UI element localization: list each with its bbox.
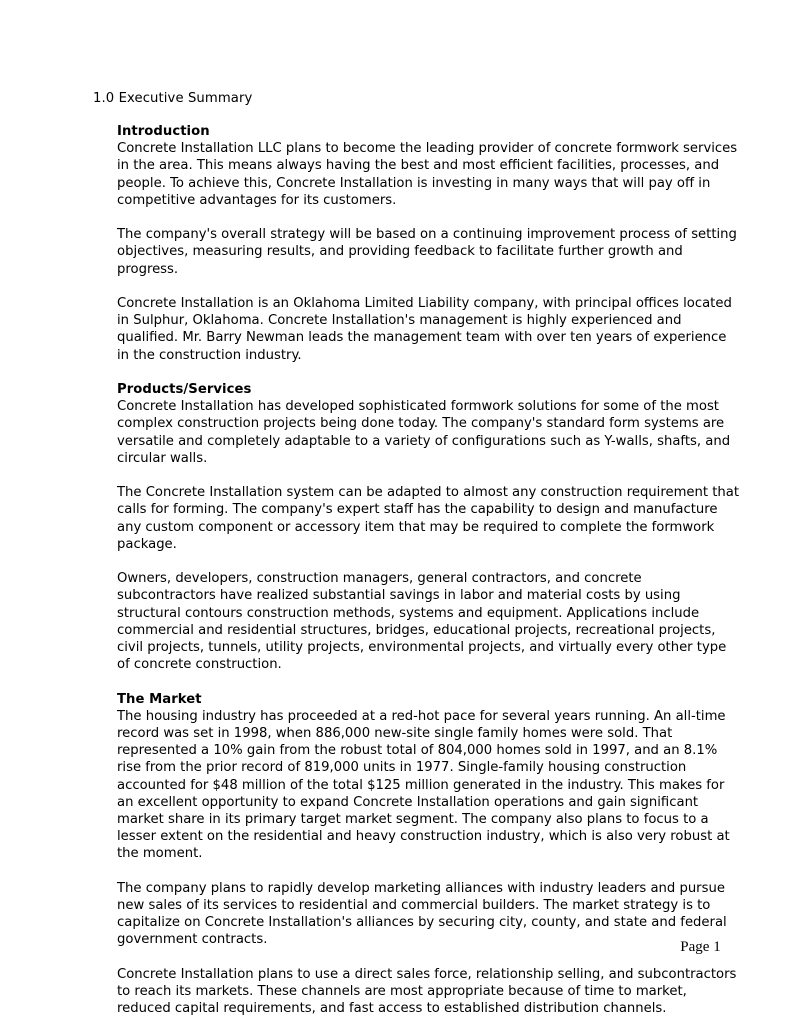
paragraph: Owners, developers, construction managers, general contractors, and concrete subcontractors have realized substantial savings in labor and material costs by using structural contours construction methods, systems and equipment. Applications include commercial and residential structures, bridges, educational projects, recreational projects, civil projects, tunnels, utility projects, environmental projects, and virtually every other type of concrete construction.: [117, 571, 727, 673]
section-heading-products-services: Products/Services: [117, 382, 252, 397]
section-heading-the-market: The Market: [117, 691, 202, 707]
section-number-heading: 1.0 Executive Summary: [93, 91, 253, 106]
page-number: Page 1: [680, 939, 721, 955]
paragraph: The company's overall strategy will be based on a continuing improvement process of setting objectives, measuring results, and providing feedback to facilitate further growth and progress.: [117, 227, 737, 277]
section-heading-introduction: Introduction: [117, 124, 210, 139]
paragraph: Concrete Installation is an Oklahoma Limited Liability company, with principal offices located in Sulphur, Oklahoma. Concrete Installation's management is highly experienced and qualified. Mr. Barry Newman leads the management team with over ten years of experience in the construction industry.: [117, 296, 732, 363]
page-footer: [0, 938, 791, 956]
document-body: [117, 123, 742, 1017]
paragraph: Concrete Installation LLC plans to become the leading provider of concrete formwork services in the area. This means always having the best and most efficient facilities, processes, and people. To achieve this, Concrete Installation is investing in many ways that will pay off in competitive advantages for its customers.: [117, 141, 738, 208]
paragraph: Concrete Installation has developed sophisticated formwork solutions for some of the most complex construction projects being done today. The company's standard form systems are versatile and completely adaptable to a variety of configurations such as Y-walls, shafts, and circular walls.: [117, 399, 731, 466]
paragraph: Concrete Installation plans to use a direct sales force, relationship selling, and subcontractors to reach its markets. These channels are most appropriate because of time to market, reduced capital requirements, and fast access to established distribution channels.: [117, 966, 737, 1017]
paragraph: The company plans to rapidly develop marketing alliances with industry leaders and pursue new sales of its services to residential and commercial builders. The market strategy is to capitalize on Concrete Installation's alliances by securing city, county, and state and federal government contracts.: [117, 880, 727, 948]
paragraph: The housing industry has proceeded at a red-hot pace for several years running. An all-time record was set in 1998, when 886,000 new-site single family homes were sold. That represented a 10% gain from the robust total of 804,000 homes sold in 1997, and an 8.1% rise from the prior record of 819,000 units in 1977. Single-family housing construction accounted for $48 million of the total $125 million generated in the industry. This makes for an excellent opportunity to expand Concrete Installation operations and gain significant market share in its primary target market segment. The company also plans to focus to a lesser extent on the residential and heavy construction industry, which is also very robust at the moment.: [117, 708, 730, 862]
paragraph: The Concrete Installation system can be adapted to almost any construction requirement that calls for forming. The company's expert staff has the capability to design and manufacture any custom component or accessory item that may be required to complete the formwork package.: [117, 485, 740, 552]
